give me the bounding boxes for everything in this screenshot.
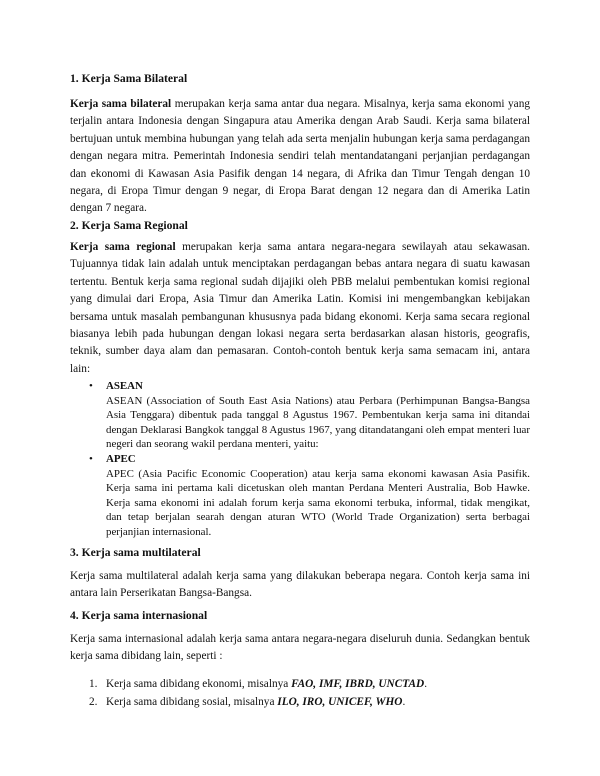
section3-paragraph: Kerja sama multilateral adalah kerja sama yang dilakukan beberapa negara. Contoh kerja sama ini antara lain Perserikatan Bangsa-Bangsa. [70, 570, 530, 600]
list-item [70, 693, 530, 711]
list-item-end: . [424, 678, 428, 690]
section1-body: merupakan kerja sama antar dua negara. Misalnya, kerja sama ekonomi yang terjalin antara Indonesia dengan Singapura atau Amerika dengan Arab Saudi. Kerja sama bilateral bertujuan untuk membina hubungan yang telah ada serta menjalin hubungan kerja sama perdagangan dengan negara mitra. Pemerintah Indonesia sendiri telah mentandatangani perjanjian perdagangan dan ekonomi di Kawasan Asia Pasifik dengan 14 negara, di Afrika dan Timur Tengah dengan 10 negara, di Eropa Timur dengan 9 negar, di Eropa Barat dengan 12 negara dan di Amerika Latin dengan 7 negara. [70, 98, 530, 215]
section2-heading: 2. Kerja Sama Regional [70, 219, 188, 232]
international-examples-list [70, 675, 530, 711]
list-item [70, 452, 530, 540]
list-item-text: APEC (Asia Pacific Economic Cooperation) atau kerja sama ekonomi kawasan Asia Pasifik. Kerja sama ini pertama kali dicetuskan oleh mantan Perdana Menteri Australia, Bob Hawke. Kerja sama ekonomi ini adalah forum kerja sama ekonomi terbuka, informal, tidak mengikat, dan tetap berjalan searah dengan aturan WTO (World Trade Organization) serta berbagai perjanjian internasional. [106, 467, 530, 538]
list-item-text: ASEAN (Association of South East Asia Nations) atau Perbara (Perhimpunan Bangsa-Bangsa Asia Tenggara) dibentuk pada tanggal 8 Agustus 1967. Pembentukan kerja sama ini ditandai dengan Deklarasi Bangkok tanggal 8 Agustus 1967, yang ditandatangani oleh empat menteri luar negeri dan seorang wakil perdana menteri, yaitu: [106, 394, 530, 451]
list-number: 1. [89, 678, 98, 690]
bullet-marker: • [89, 380, 93, 392]
section4-paragraph: Kerja sama internasional adalah kerja sama antara negara-negara diseluruh dunia. Sedangkan bentuk kerja sama dibidang lain, seperti : [70, 633, 530, 663]
list-item [70, 379, 530, 452]
section1-paragraph [70, 96, 530, 218]
list-item-end: . [402, 696, 406, 708]
regional-examples-list [70, 379, 530, 540]
section2-paragraph [70, 239, 530, 378]
section2-term: Kerja sama regional [70, 241, 176, 253]
list-item-examples: ILO, IRO, UNICEF, WHO [277, 696, 403, 708]
bullet-marker: • [89, 452, 93, 465]
list-item-title: APEC [106, 452, 136, 465]
list-item-text: Kerja sama dibidang ekonomi, misalnya [106, 678, 292, 690]
section1-term: Kerja sama bilateral [70, 98, 172, 110]
section4-heading: 4. Kerja sama internasional [70, 609, 208, 622]
section2-body: merupakan kerja sama antara negara-negara sewilayah atau sekawasan. Tujuannya tidak lain adalah untuk menciptakan perdagangan bebas antara negara di suatu kawasan tertentu. Bentuk kerja sama regional sudah dijajiki oleh PBB melalui pembentukan komisi regional yang dimulai dari Eropa, Asia Timur dan Amerika Latin. Komisi ini mengembangkan kebijakan bersama untuk masalah pembangunan khususnya pada bidang ekonomi. Kerja sama secara regional biasanya lebih pada hubungan dengan lokasi negara serta berdasarkan alasan historis, geografis, teknik, sumber daya alam dan pemasaran. Contoh-contoh bentuk kerja sama semacam ini, antara lain: [70, 241, 530, 375]
list-number: 2. [89, 696, 98, 708]
section3-heading: 3. Kerja sama multilateral [70, 546, 201, 559]
list-item-examples: FAO, IMF, IBRD, UNCTAD [291, 678, 425, 690]
list-item-title: ASEAN [106, 380, 143, 392]
list-item [70, 675, 530, 693]
section1-heading: 1. Kerja Sama Bilateral [70, 72, 188, 85]
list-item-text: Kerja sama dibidang sosial, misalnya [106, 696, 278, 708]
